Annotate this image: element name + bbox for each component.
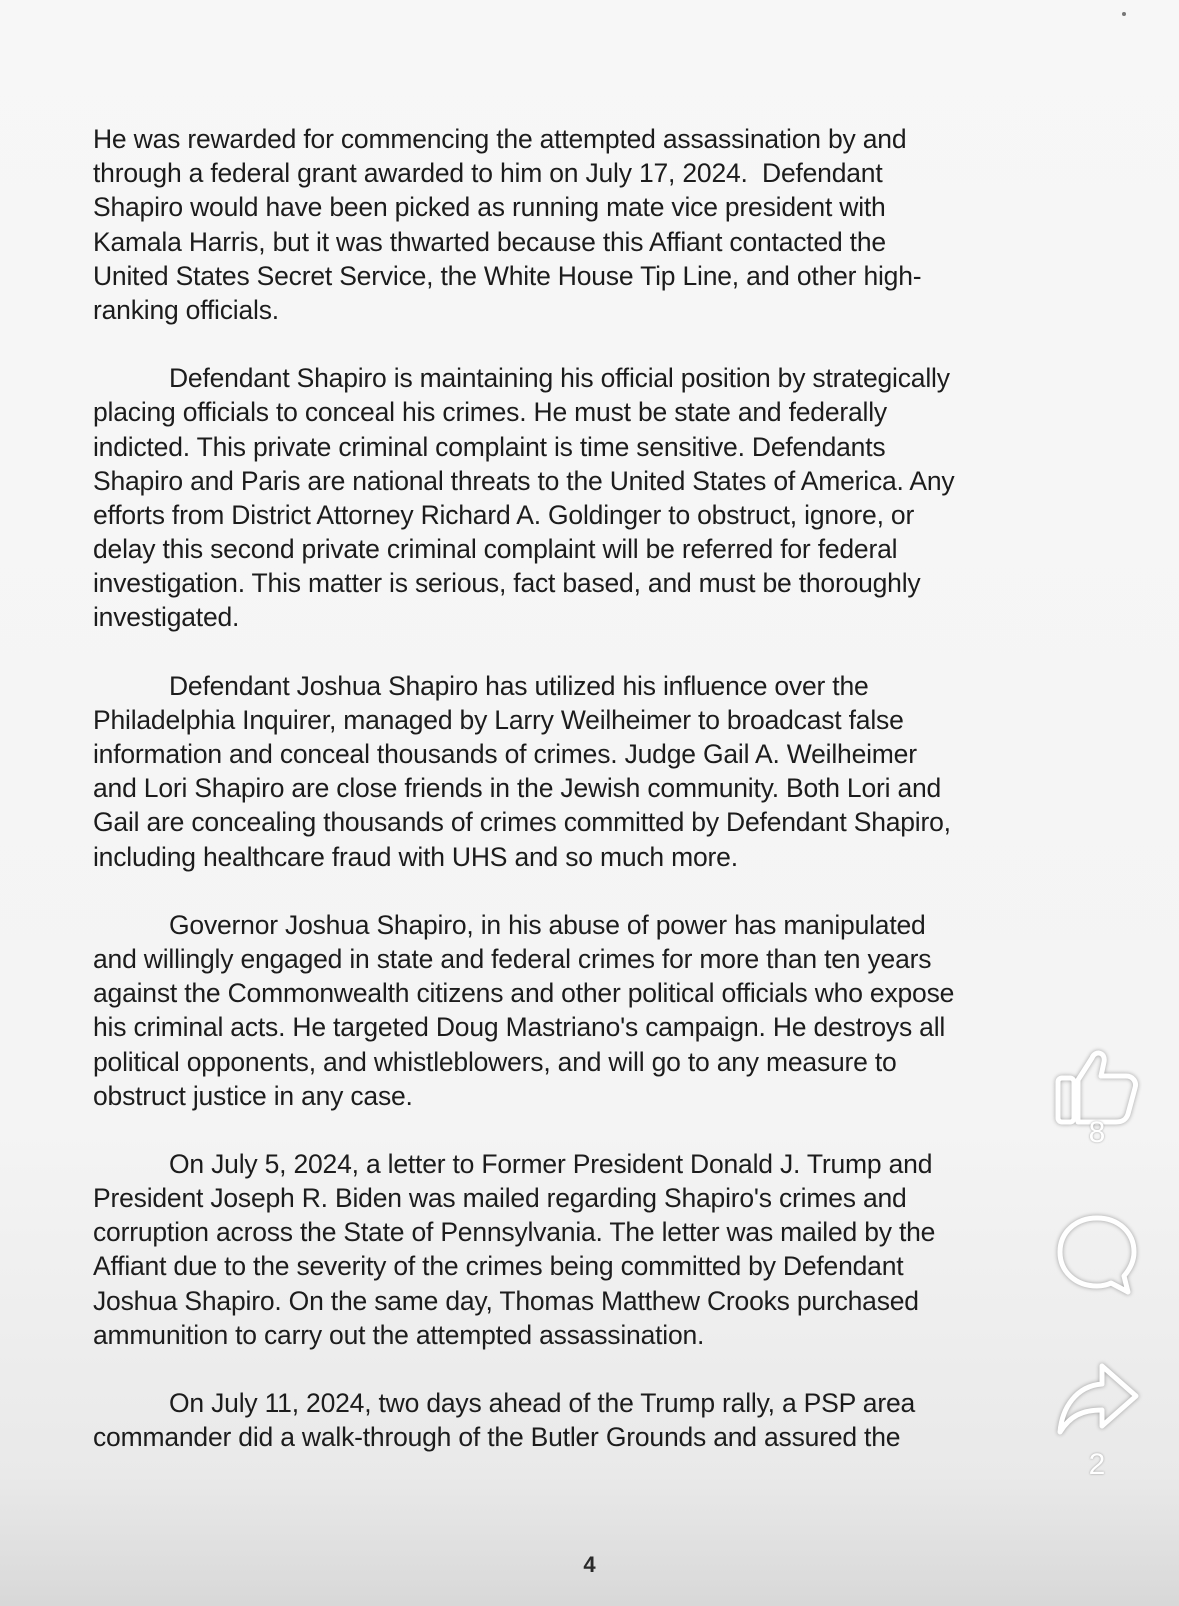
paragraph-5 [93, 1147, 1073, 1352]
text-line: political opponents, and whistleblowers, and will go to any measure to [93, 1046, 897, 1077]
text-line: his criminal acts. He targeted Doug Mastriano's campaign. He destroys all [93, 1012, 946, 1043]
document-body [93, 122, 1073, 1488]
text-line: Affiant due to the severity of the crimes being committed by Defendant [93, 1251, 904, 1282]
text-line: Shapiro and Paris are national threats to the United States of America. Any [93, 465, 955, 496]
text-line: ranking officials. [93, 294, 279, 325]
text-line: Shapiro would have been picked as running mate vice president with [93, 192, 886, 223]
comment-button[interactable] [1052, 1210, 1142, 1300]
text-line: and Lori Shapiro are close friends in the Jewish community. Both Lori and [93, 773, 942, 804]
text-line: Joshua Shapiro. On the same day, Thomas Matthew Crooks purchased [93, 1285, 919, 1316]
text-line: investigated. [93, 602, 240, 633]
text-line: and willingly engaged in state and federal crimes for more than ten years [93, 943, 932, 974]
text-line: Governor Joshua Shapiro, in his abuse of power has manipulated [169, 909, 926, 940]
share-count: 2 [1088, 1448, 1106, 1481]
text-line: Defendant Joshua Shapiro has utilized his influence over the [169, 670, 869, 701]
text-line: against the Commonwealth citizens and other political officials who expose [93, 978, 955, 1009]
text-line: Gail are concealing thousands of crimes committed by Defendant Shapiro, [93, 807, 951, 838]
text-line: including healthcare fraud with UHS and so much more. [93, 841, 738, 872]
share-icon [1052, 1356, 1142, 1446]
share-button[interactable] [1052, 1356, 1142, 1446]
text-line: corruption across the State of Pennsylvania. The letter was mailed by the [93, 1217, 936, 1248]
comment-icon [1052, 1210, 1142, 1300]
paragraph-2 [93, 361, 1073, 635]
text-line: United States Secret Service, the White House Tip Line, and other high- [93, 260, 922, 291]
text-line: information and conceal thousands of crimes. Judge Gail A. Weilheimer [93, 739, 917, 769]
text-line: Philadelphia Inquirer, managed by Larry Weilheimer to broadcast false [93, 704, 904, 735]
paragraph-3 [93, 669, 1073, 874]
text-line: On July 11, 2024, two days ahead of the Trump rally, a PSP area [169, 1388, 916, 1418]
text-line: efforts from District Attorney Richard A. Goldinger to obstruct, ignore, or [93, 499, 915, 530]
text-line: On July 5, 2024, a letter to Former President Donald J. Trump and [169, 1148, 933, 1179]
paragraph-1 [93, 122, 1073, 327]
text-line: commander did a walk-through of the Butler Grounds and assured the [93, 1422, 901, 1453]
paragraph-4 [93, 908, 1073, 1113]
text-line: through a federal grant awarded to him on July 17, 2024. Defendant [93, 158, 883, 189]
page-number: 4 [583, 1552, 596, 1577]
text-line: He was rewarded for commencing the attempted assassination by and [93, 124, 907, 154]
text-line: indicted. This private criminal complaint is time sensitive. Defendants [93, 431, 886, 462]
status-dot [1122, 12, 1126, 16]
text-line: investigation. This matter is serious, fact based, and must be thoroughly [93, 568, 921, 599]
text-line: President Joseph R. Biden was mailed regarding Shapiro's crimes and [93, 1183, 907, 1214]
text-line: delay this second private criminal complaint will be referred for federal [93, 534, 898, 565]
text-line: obstruct justice in any case. [93, 1080, 413, 1111]
text-line: Kamala Harris, but it was thwarted because this Affiant contacted the [93, 226, 886, 257]
like-count: 8 [1088, 1116, 1106, 1149]
paragraph-6 [93, 1386, 1073, 1454]
text-line: Defendant Shapiro is maintaining his official position by strategically [169, 363, 950, 394]
text-line: placing officials to conceal his crimes. He must be state and federally [93, 397, 887, 428]
text-line: ammunition to carry out the attempted assassination. [93, 1319, 705, 1350]
